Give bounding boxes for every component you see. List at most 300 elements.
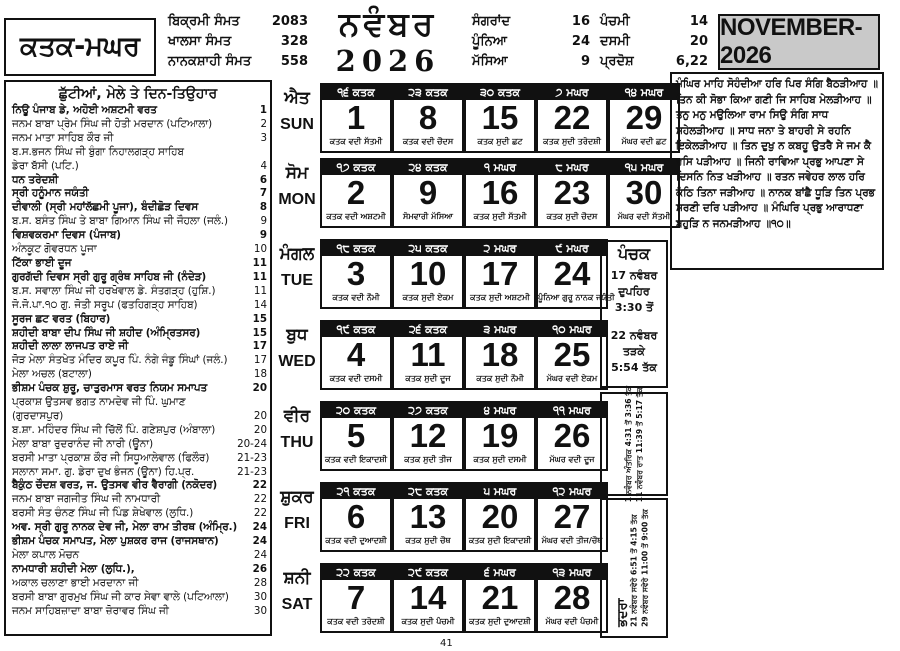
calendar-day-cell	[536, 158, 608, 228]
holiday-item	[6, 452, 270, 466]
nanakshahi-date: ੩੦ ਕਤਕ	[466, 85, 534, 100]
tithi-description: ਮੱਘਰ ਵਦੀ ਏਕਮ	[546, 374, 598, 383]
gregorian-date: 25	[553, 336, 591, 373]
weekday-english: TUE	[281, 272, 313, 289]
holiday-date: 8	[259, 201, 267, 214]
holiday-text: ਬ.ਸ. ਸਵਾਲਾ ਸਿੰਘ ਜੀ ਹਰਖੋਵਾਲ ਡੇ. ਸੰਤਗੜ੍ਹ (ਹੁਸ਼ਿ.)	[12, 284, 216, 297]
holiday-date: 9	[260, 215, 267, 228]
weekday-label	[274, 483, 320, 547]
holiday-item	[6, 424, 270, 438]
holiday-item	[6, 187, 270, 201]
tithi-value: 16	[571, 14, 590, 29]
nanakshahi-date: ੧੩ ਮਘਰ	[538, 565, 606, 580]
gregorian-date: 22	[553, 99, 591, 136]
calendar-day-cell	[464, 401, 536, 471]
tithi-info-block	[472, 14, 590, 74]
holiday-date: 11	[252, 256, 267, 269]
holiday-text: ਸ੍ਰੀ ਹਨੂੰਮਾਨ ਜਯੰਤੀ	[12, 187, 89, 200]
weekday-english: SUN	[280, 116, 314, 133]
holiday-item	[6, 354, 270, 368]
calendar-day-cell	[392, 320, 464, 390]
holiday-text: ਮੇਲਾ ਬਾਬਾ ਰੁਦਰਾਨੰਦ ਜੀ ਨਾਰੀ (ਊਨਾ)	[12, 437, 154, 450]
holiday-date: 4	[260, 159, 267, 172]
tithi-label: ਦਸਮੀ	[600, 34, 630, 49]
tithi-label: ਪੂੰਨਿਆ	[472, 34, 507, 49]
gregorian-date: 4	[346, 336, 366, 373]
tithi-label: ਪ੍ਰਦੋਸ਼	[600, 54, 634, 69]
nanakshahi-date: ੩ ਮਘਰ	[466, 322, 534, 337]
tithi-description: ਕਤਕ ਸੁਦੀ ਤੀਜ	[404, 455, 452, 464]
tithi-row	[472, 34, 590, 52]
holiday-text: ਜਨਮ ਬਾਬਾ ਪ੍ਰੇਮ ਸਿੰਘ ਜੀ ਹੋਤੀ ਮਰਦਾਨ (ਪਟਿਆਲਾ)	[12, 117, 213, 130]
holiday-date: 24	[252, 535, 267, 548]
nanakshahi-date: ੧੪ ਮਘਰ	[610, 85, 678, 100]
calendar-day-cell	[392, 401, 464, 471]
gregorian-date: 13	[409, 498, 447, 535]
panchak-line: 5:54 ਤੱਕ	[611, 361, 657, 374]
weekday-english: FRI	[284, 515, 310, 532]
nanakshahi-date: ੪ ਮਘਰ	[466, 403, 534, 418]
holiday-text: ਬਰਸੀ ਮਾਤਾ ਪ੍ਰਕਾਸ਼ ਕੌਰ ਜੀ ਸਿਧੂਆਲੇਵਾਲ (ਫਿਲੌਰ)	[12, 451, 210, 464]
nanakshahi-date: ੨੬ ਕਤਕ	[394, 322, 462, 337]
holiday-date: 11	[252, 270, 267, 283]
holiday-date: 3	[260, 131, 267, 144]
holiday-item	[6, 257, 270, 271]
samvat-row	[168, 14, 308, 32]
samvat-label: ਖਾਲਸਾ ਸੰਮਤ	[168, 34, 232, 49]
holiday-text: ਨਿਊ ਪੰਜਾਬ ਡੇ, ਅਹੋਈ ਅਸ਼ਟਮੀ ਵਰਤ	[12, 104, 157, 116]
weekday-punjabi: ਬੁਧ	[286, 325, 308, 345]
tithi-description: ਕਤਕ ਸੁਦੀ ਇਕਾਦਸ਼ੀ	[468, 536, 532, 545]
month-title-punjabi: ਨਵੰਬਰ	[338, 4, 438, 43]
gregorian-date: 6	[346, 498, 366, 535]
tithi-description: ਕਤਕ ਸੁਦੀ ਦੂਜ	[405, 374, 451, 383]
weekday-punjabi: ਸ਼ਨੀ	[283, 568, 311, 588]
tithi-label: ਮੱਸਿਆ	[472, 54, 508, 69]
calendar-day-cell	[536, 482, 608, 552]
tithi-description: ਕਤਕ ਸੁਦੀ ਦੁਆਦਸ਼ੀ	[469, 617, 531, 626]
holiday-date: 1	[259, 104, 267, 116]
holiday-item	[6, 535, 270, 549]
samvat-row	[168, 54, 308, 72]
weekday-punjabi: ਐਤ	[284, 88, 310, 108]
tithi-description: ਮੱਘਰ ਵਦੀ ਤੀਜ/ਚੌਥ	[541, 536, 603, 545]
gregorian-date: 1	[346, 99, 366, 136]
weekday-english: MON	[278, 191, 316, 208]
tithi-label: ਪੰਚਮੀ	[600, 14, 630, 29]
calendar-day-cell	[320, 563, 392, 633]
holiday-text: ਸ਼ਹੀਦੀ ਬਾਬਾ ਦੀਪ ਸਿੰਘ ਜੀ ਸ਼ਹੀਦ (ਅੰਮ੍ਰਿਤਸਰ)	[12, 326, 201, 339]
calendar-day-cell	[392, 83, 464, 153]
holiday-item	[6, 493, 270, 507]
samvat-label: ਨਾਨਕਸ਼ਾਹੀ ਸੰਮਤ	[168, 54, 252, 69]
holiday-text: ਬ.ਸ.ਭਜਨ ਸਿੰਘ ਜੀ ਬੁੰਗਾ ਨਿਹਾਲਗੜ੍ਹ ਸਾਹਿਬ	[12, 145, 184, 158]
holiday-text: ਜੋੜ ਮੇਲਾ ਸੰਤਖੇਤ ਮੰਦਿਰ ਕਪੂਰ ਪਿੰ. ਨੰਗੇ ਜੰਡੂ ਸਿੰਘਾਂ (ਜਲੰ.)	[12, 354, 228, 367]
calendar-day-cell	[320, 83, 392, 153]
panchak-line: ਦੁਪਹਿਰ	[618, 285, 650, 298]
bhadra-box-upper	[600, 385, 668, 503]
holiday-date: 15	[252, 312, 267, 325]
gurbani-verse: ਮੰਘਿਰ ਮਾਹਿ ਸੋਹੰਦੀਆ ਹਰਿ ਪਿਰ ਸੰਗਿ ਬੈਠੜੀਆਹ ॥ ਤਿਨ ਕੀ ਸੋਭਾ ਕਿਆ ਗਣੀ ਜਿ ਸਾਹਿਬ ਮੇਲੜੀਆਹ ॥ ਤਨੁ ਮਨੁ ਮਉਲਿਆ ਰਾਮ ਸਿਉ ਸੰਗਿ ਸਾਧ ਸਹੇਲੜੀਆਹ ॥ ਸਾਧ ਜਨਾ ਤੇ ਬਾਹਰੀ ਸੇ ਰਹਨਿ ਇਕੇਲੜੀਆਹ ॥ ਤਿਨ ਦੁਖੁ ਨ ਕਬਹੂ ਉਤਰੈ ਸੇ ਜਮ ਕੈ ਵਸਿ ਪੜੀਆਹ ॥ ਜਿਨੀ ਰਾਵਿਆ ਪ੍ਰਭੁ ਆਪਣਾ ਸੇ ਦਿਸਨਿ ਨਿਤ ਖੜੀਆਹ ॥ ਰਤਨ ਜਵੇਹਰ ਲਾਲ ਹਰਿ ਕੰਠਿ ਤਿਨਾ ਜੜੀਆਹ ॥ ਨਾਨਕ ਬਾਂਛੈ ਧੂੜਿ ਤਿਨ ਪ੍ਰਭ ਸਰਣੀ ਦਰਿ ਪੜੀਆਹ ॥ ਮੰਘਿਰਿ ਪ੍ਰਭੁ ਆਰਾਧਣਾ ਬਹੁੜਿ ਨ ਜਨਮੜੀਆਹ ॥੧੦॥	[670, 72, 884, 270]
calendar-day-cell	[464, 563, 536, 633]
holiday-date: 26	[252, 562, 267, 575]
holiday-item	[6, 410, 270, 424]
gregorian-date: 24	[553, 255, 591, 292]
samvat-block	[168, 14, 308, 74]
holiday-item	[6, 340, 270, 354]
holiday-text: ਮੇਲਾ ਅਚਲ (ਬਟਾਲਾ)	[12, 368, 92, 381]
holiday-date: 15	[252, 326, 267, 339]
holidays-panel	[4, 80, 272, 636]
holiday-text: ਦੀਵਾਲੀ (ਸ੍ਰੀ ਮਹਾਂਲੱਛਮੀ ਪੂਜਾ), ਬੰਦੀਛੋੜ ਦਿਵਸ	[12, 201, 199, 214]
holiday-item	[6, 466, 270, 480]
holiday-text: ਬ.ਸ. ਬਸੰਤ ਸਿੰਘ ਤੇ ਬਾਬਾ ਗਿਆਨ ਸਿੰਘ ਜੀ ਜੌਹਲਾ (ਜਲੰ.)	[12, 215, 229, 228]
holiday-date: 22	[252, 479, 267, 492]
holiday-text: ਵਿਸ਼ਵਕਰਮਾ ਦਿਵਸ (ਪੰਜਾਬ)	[12, 229, 121, 242]
holiday-item	[6, 146, 270, 160]
calendar-day-cell	[320, 158, 392, 228]
gregorian-date: 29	[625, 99, 663, 136]
tithi-row	[600, 54, 708, 72]
holiday-text: ਬ.ਸ਼ਾ. ਮਹਿੰਦਰ ਸਿੰਘ ਜੀ ਚਿੱਲੋਂ ਪਿੰ. ਗਣੇਸ਼ਪੁਰ (ਅੰਬਾਲਾ)	[12, 423, 216, 436]
holiday-date: 24	[253, 549, 267, 561]
holiday-item	[6, 605, 270, 619]
calendar-day-cell	[392, 482, 464, 552]
holiday-item	[6, 243, 270, 257]
weekday-label	[274, 240, 320, 304]
holiday-date: 17	[252, 340, 267, 353]
holiday-item	[6, 591, 270, 605]
nanakshahi-date: ੧੫ ਮਘਰ	[610, 160, 678, 175]
holiday-item	[6, 285, 270, 299]
nanakshahi-date: ੧੭ ਕਤਕ	[322, 160, 390, 175]
holiday-item	[6, 160, 270, 174]
nanakshahi-date: ੨ ਮਘਰ	[466, 241, 534, 256]
tithi-value: 24	[571, 34, 590, 49]
samvat-label: ਬਿਕ੍ਰਮੀ ਸੰਮਤ	[168, 14, 240, 29]
holiday-date: 17	[253, 354, 267, 367]
year-title: 2026	[335, 44, 441, 78]
holiday-text: ਭੀਸ਼ਮ ਪੰਚਕ ਸਮਾਪਤ, ਮੇਲਾ ਪੁਸ਼ਕਰ ਰਾਜ (ਰਾਜਸਥਾਨ)	[12, 535, 219, 548]
holiday-text: ਅੰਨਕੂਟ ਗੋਵਰਧਨ ਪੂਜਾ	[12, 243, 97, 256]
holiday-date: 6	[259, 173, 267, 186]
tithi-description: ਕਤਕ ਸੁਦੀ ਚੌਥ	[405, 536, 451, 545]
calendar-day-cell	[536, 83, 608, 153]
nanakshahi-date: ੨੯ ਕਤਕ	[394, 565, 462, 580]
holiday-item	[6, 215, 270, 229]
holiday-text: ਅਵ. ਸ੍ਰੀ ਗੁਰੂ ਨਾਨਕ ਦੇਵ ਜੀ, ਮੇਲਾ ਰਾਮ ਤੀਰਥ (ਅੰਮ੍ਰਿ.)	[12, 521, 238, 534]
tithi-description: ਕਤਕ ਵਦੀ ਚੌਦਸ	[402, 137, 454, 146]
tithi-description: ਕਤਕ ਵਦੀ ਸੱਤਮੀ	[329, 137, 383, 146]
gregorian-date: 23	[553, 174, 591, 211]
tithi-description: ਸੋਮਵਾਰੀ ਮੱਸਿਆ	[403, 212, 453, 221]
tithi-description: ਕਤਕ ਸੁਦੀ ਨੌਮੀ	[476, 374, 524, 383]
weekday-label	[274, 159, 320, 223]
holiday-item	[6, 549, 270, 563]
samvat-value: 2083	[271, 14, 308, 29]
tithi-value: 20	[689, 34, 708, 49]
holiday-text: ਜਨਮ ਸਾਹਿਬਜ਼ਾਦਾ ਬਾਬਾ ਜ਼ੋਰਾਵਰ ਸਿੰਘ ਜੀ	[12, 604, 169, 617]
gregorian-date: 15	[481, 99, 519, 136]
holiday-date: 30	[253, 604, 267, 617]
holiday-text: ਭੀਸ਼ਮ ਪੰਚਕ ਸ਼ੁਰੂ, ਚਾਤੁਰਮਾਸ ਵਰਤ ਨਿਯਮ ਸਮਾਪਤ	[12, 382, 208, 395]
nanakshahi-date: ੧੦ ਮਘਰ	[538, 322, 606, 337]
nanakshahi-date: ੨੩ ਕਤਕ	[394, 85, 462, 100]
holiday-text: ਧਨ ਤਰੇਦਸ਼ੀ	[12, 173, 59, 186]
month-title-left: ਕਤਕ-ਮਘਰ	[4, 18, 156, 76]
holiday-date: 22	[253, 507, 267, 520]
gregorian-date: 7	[346, 579, 366, 616]
weekday-english: THU	[280, 434, 314, 451]
holiday-date: 9	[259, 229, 267, 242]
holiday-text: ਸਲਾਨਾ ਸਮਾ. ਗੁ. ਡੇਰਾ ਦੁਖ ਭੰਜਨ (ਊਨਾ) ਹਿ.ਪ੍ਰ.	[12, 465, 195, 478]
panchak-line: 3:30 ਤੋਂ	[614, 301, 654, 314]
calendar-day-cell	[464, 83, 536, 153]
holiday-date: 11	[253, 284, 267, 297]
tithi-row	[472, 14, 590, 32]
tithi-description: ਮੱਘਰ ਵਦੀ ਸੱਤਮੀ	[617, 212, 671, 221]
holiday-date: 20	[253, 423, 267, 436]
holiday-date: 14	[253, 298, 267, 311]
gregorian-date: 11	[410, 336, 446, 373]
calendar-day-cell	[536, 563, 608, 633]
bhadra-line: 1 ਨਵੰਬਰ ਅੰਤਰਿਕ 4:31 ਤੋਂ 3:36 ਤੱਕ	[624, 385, 633, 503]
gregorian-date: 20	[481, 498, 519, 535]
holiday-text: ਜਨਮ ਬਾਬਾ ਜਗਜੀਤ ਸਿੰਘ ਜੀ ਨਾਮਧਾਰੀ	[12, 493, 161, 506]
bhadra-title: ਭਦਰਾ	[615, 598, 631, 627]
gregorian-date: 16	[481, 174, 519, 211]
bhadra-line: 29 ਨਵੰਬਰ ਸਵੇਰੇ 11:00 ਤੋਂ 9:00 ਤੱਕ	[640, 509, 650, 627]
holiday-date: 18	[253, 368, 267, 381]
tithi-info-block-2	[600, 14, 708, 74]
gregorian-date: 10	[409, 255, 447, 292]
holiday-text: ਸ਼ਹੀਦੀ ਲਾਲਾ ਲਾਜਪਤ ਰਾਏ ਜੀ	[12, 340, 129, 353]
holiday-text: ਬਰਸੀ ਸੰਤ ਚੰਨਣ ਸਿੰਘ ਜੀ ਪਿੰਡ ਸ਼ੇਖੇਵਾਲ (ਲੁਧਿ.)	[12, 507, 194, 520]
tithi-description: ਕਤਕ ਵਦੀ ਇਕਾਦਸ਼ੀ	[324, 455, 388, 464]
tithi-description: ਕਤਕ ਵਦੀ ਦੁਆਦਸ਼ੀ	[325, 536, 387, 545]
holiday-item	[6, 299, 270, 313]
tithi-description: ਪੂੰਨਿਆ ਗੁਰੂ ਨਾਨਕ ਜਯੰਤੀ	[538, 293, 615, 302]
weekday-punjabi: ਮੰਗਲ	[279, 244, 315, 264]
holiday-item	[6, 563, 270, 577]
nanakshahi-date: ੨੦ ਕਤਕ	[322, 403, 390, 418]
samvat-value: 558	[280, 54, 308, 69]
nanakshahi-date: ੨੨ ਕਤਕ	[322, 565, 390, 580]
holiday-item	[6, 479, 270, 493]
holiday-text: ਬਰਸੀ ਬਾਬਾ ਗੁਰਮੁਖ ਸਿੰਘ ਜੀ ਕਾਰ ਸੇਵਾ ਵਾਲੇ (ਪਟਿਆਲਾ)	[12, 590, 229, 603]
samvat-row	[168, 34, 308, 52]
calendar-day-cell	[392, 158, 464, 228]
nanakshahi-date: ੯ ਮਘਰ	[538, 241, 606, 256]
nanakshahi-date: ੨੪ ਕਤਕ	[394, 160, 462, 175]
nanakshahi-date: ੧੨ ਮਘਰ	[538, 484, 606, 499]
nanakshahi-date: ੫ ਮਘਰ	[466, 484, 534, 499]
nanakshahi-date: ੨੭ ਕਤਕ	[394, 403, 462, 418]
panchak-line: ਤੜਕੇ	[623, 345, 645, 358]
nanakshahi-date: ੧੧ ਮਘਰ	[538, 403, 606, 418]
holiday-text: ਨਾਮਧਾਰੀ ਸ਼ਹੀਦੀ ਮੇਲਾ (ਲੁਧਿ.),	[12, 562, 135, 575]
holiday-text: (ਗੁਰਦਾਸਪੁਰ)	[12, 409, 64, 422]
weekday-label	[274, 321, 320, 385]
nanakshahi-date: ੭ ਮਘਰ	[538, 85, 606, 100]
holiday-date: 10	[253, 243, 267, 256]
tithi-description: ਕਤਕ ਸੁਦੀ ਛਟ	[477, 137, 523, 146]
weekday-label	[274, 564, 320, 628]
tithi-description: ਕਤਕ ਵਦੀ ਦਸਮੀ	[329, 374, 383, 383]
bhadra-box-lower	[600, 498, 668, 638]
tithi-label: ਸੰਗਰਾਂਦ	[472, 14, 511, 29]
gregorian-date: 12	[409, 417, 447, 454]
tithi-row	[472, 54, 590, 72]
tithi-row	[600, 34, 708, 52]
gregorian-date: 3	[346, 255, 366, 292]
gregorian-date: 17	[481, 255, 519, 292]
calendar-day-cell	[536, 401, 608, 471]
holiday-item	[6, 174, 270, 188]
month-title-english: NOVEMBER-2026	[718, 14, 880, 70]
calendar-day-cell	[536, 239, 615, 309]
holiday-text: ਡੇਰਾ ਬੱਸੀ (ਪਟਿ.)	[12, 159, 79, 172]
holiday-item	[6, 521, 270, 535]
holiday-date: 2	[260, 117, 267, 130]
nanakshahi-date: ੧੮ ਕਤਕ	[322, 241, 390, 256]
tithi-description: ਮੱਘਰ ਵਦੀ ਪੰਚਮੀ	[545, 617, 599, 626]
holiday-item	[6, 396, 270, 410]
tithi-description: ਕਤਕ ਵਦੀ ਨੌਮੀ	[332, 293, 380, 302]
bhadra-line: 11 ਨਵੰਬਰ ਰਾਤ 11:39 ਤੋਂ 5:17 ਤੱਕ	[635, 387, 644, 503]
holiday-item	[6, 368, 270, 382]
holiday-date: 24	[252, 521, 267, 534]
holiday-date: 30	[253, 590, 267, 603]
calendar-day-cell	[320, 401, 392, 471]
holiday-item	[6, 313, 270, 327]
nanakshahi-date: ੨੮ ਕਤਕ	[394, 484, 462, 499]
holiday-item	[6, 438, 270, 452]
calendar-day-cell	[464, 482, 536, 552]
panchak-box	[600, 240, 668, 388]
holiday-item	[6, 271, 270, 285]
gregorian-date: 21	[481, 579, 519, 616]
holiday-text: ਮੇਲਾ ਕਪਾਲ ਮੋਚਨ	[12, 549, 79, 561]
gregorian-date: 8	[418, 99, 438, 136]
tithi-description: ਕਤਕ ਸੁਦੀ ਅਸ਼ਟਮੀ	[470, 293, 530, 302]
nanakshahi-date: ੧੬ ਕਤਕ	[322, 85, 390, 100]
calendar-day-cell	[392, 563, 464, 633]
holiday-date: 20	[252, 382, 267, 395]
tithi-row	[600, 14, 708, 32]
tithi-description: ਕਤਕ ਸੁਦੀ ਤਰੋਦਸ਼ੀ	[543, 137, 601, 146]
weekday-english: SAT	[281, 596, 313, 613]
holiday-item	[6, 104, 270, 118]
nanakshahi-date: ੧ ਮਘਰ	[466, 160, 534, 175]
holidays-list	[6, 104, 270, 619]
weekday-english: WED	[278, 353, 316, 370]
tithi-description: ਕਤਕ ਵਦੀ ਅਸ਼ਟਮੀ	[326, 212, 386, 221]
holiday-text: ਸੂਰਜ ਛਟ ਵਰਤ (ਬਿਹਾਰ)	[12, 312, 111, 325]
weekday-punjabi: ਸ਼ੁਕਰ	[280, 487, 314, 507]
holiday-date: 20-24	[237, 437, 267, 450]
tithi-value: 9	[580, 54, 590, 69]
panchak-title: ਪੰਚਕ	[617, 244, 651, 263]
holiday-text: ਟਿੱਕਾ ਭਾਈ ਦੂਜ	[12, 256, 72, 269]
calendar-day-cell	[320, 482, 392, 552]
gregorian-date: 5	[346, 417, 366, 454]
samvat-value: 328	[280, 34, 308, 49]
holiday-text: ਜਨਮ ਮਾਤਾ ਸਾਹਿਬ ਕੌਰ ਜੀ	[12, 131, 114, 144]
holiday-date: 20	[253, 409, 267, 422]
holiday-item	[6, 118, 270, 132]
tithi-description: ਕਤਕ ਸੁਦੀ ਏਕਮ	[402, 293, 454, 302]
page-number: 41	[440, 638, 453, 649]
holiday-text: ਬੈਕੁੰਠ ਚੌਦਸ਼ ਵਰਤ, ਜ. ਉਤਸਵ ਵੀਰ ਵੈਰਾਗੀ (ਨਕੋਦਰ)	[12, 479, 218, 492]
holiday-item	[6, 201, 270, 215]
calendar-day-cell	[392, 239, 464, 309]
calendar-day-cell	[464, 239, 536, 309]
gregorian-date: 27	[553, 498, 591, 535]
nanakshahi-date: ੧੯ ਕਤਕ	[322, 322, 390, 337]
panchak-line: 17 ਨਵੰਬਰ	[610, 269, 658, 282]
holiday-item	[6, 229, 270, 243]
calendar-day-cell	[464, 158, 536, 228]
tithi-description: ਕਤਕ ਵਦੀ ਤਰੋਦਸ਼ੀ	[327, 617, 385, 626]
holiday-date: 21-23	[237, 451, 267, 464]
tithi-description: ਮੱਘਰ ਵਦੀ ਦੂਜ	[549, 455, 595, 464]
calendar-day-cell	[320, 320, 392, 390]
gregorian-date: 9	[418, 174, 438, 211]
holiday-item	[6, 507, 270, 521]
holiday-date: 22	[253, 493, 267, 506]
tithi-description: ਕਤਕ ਸੁਦੀ ਚੌਦਸ	[546, 212, 598, 221]
holiday-text: ਅਕਾਲ ਚਲਾਣਾ ਭਾਈ ਮਰਦਾਨਾ ਜੀ	[12, 576, 139, 589]
holiday-date: 7	[259, 187, 267, 200]
nanakshahi-date: ੨੧ ਕਤਕ	[322, 484, 390, 499]
weekday-punjabi: ਵੀਰ	[283, 406, 311, 426]
gregorian-date: 14	[409, 579, 447, 616]
tithi-description: ਮੱਘਰ ਵਦੀ ਛਟ	[621, 137, 667, 146]
weekday-punjabi: ਸੋਮ	[285, 163, 309, 183]
gregorian-date: 2	[346, 174, 366, 211]
weekday-label	[274, 84, 320, 148]
tithi-description: ਕਤਕ ਸੁਦੀ ਪੰਚਮੀ	[401, 617, 455, 626]
panchak-line: 22 ਨਵੰਬਰ	[610, 329, 658, 342]
holiday-item	[6, 382, 270, 396]
holiday-date: 28	[253, 576, 267, 589]
holiday-item	[6, 327, 270, 341]
tithi-description: ਕਤਕ ਸੁਦੀ ਸੱਤਮੀ	[473, 212, 527, 221]
gregorian-date: 28	[553, 579, 591, 616]
holiday-item	[6, 577, 270, 591]
gregorian-date: 30	[625, 174, 663, 211]
holidays-title: ਛੁੱਟੀਆਂ, ਮੇਲੇ ਤੇ ਦਿਨ-ਤਿਉਹਾਰ	[58, 86, 218, 102]
gregorian-date: 18	[481, 336, 519, 373]
bhadra-line: 21 ਨਵੰਬਰ ਸਵੇਰੇ 6:51 ਤੋਂ 4:15 ਤੱਕ	[629, 514, 639, 627]
holiday-item	[6, 132, 270, 146]
holiday-date: 21-23	[237, 465, 267, 478]
calendar-day-cell	[536, 320, 608, 390]
holiday-text: ਪ੍ਰਕਾਸ਼ ਉਤਸਵ ਭਗਤ ਨਾਮਦੇਵ ਜੀ ਪਿੰ. ਘੁਮਾਣ	[12, 396, 186, 409]
calendar-day-cell	[464, 320, 536, 390]
nanakshahi-date: ੨੫ ਕਤਕ	[394, 241, 462, 256]
holiday-text: ਗੁਰਗੱਦੀ ਦਿਵਸ ਸ੍ਰੀ ਗੁਰੂ ਗ੍ਰੰਥ ਸਾਹਿਬ ਜੀ (ਨੰਦੇੜ)	[12, 270, 207, 283]
tithi-description: ਕਤਕ ਸੁਦੀ ਦਸਮੀ	[473, 455, 527, 464]
nanakshahi-date: ੬ ਮਘਰ	[466, 565, 534, 580]
nanakshahi-date: ੮ ਮਘਰ	[538, 160, 606, 175]
tithi-value: 14	[689, 14, 708, 29]
tithi-value: 6,22	[675, 54, 708, 69]
gregorian-date: 26	[553, 417, 591, 454]
gregorian-date: 19	[481, 417, 519, 454]
calendar-day-cell	[320, 239, 392, 309]
